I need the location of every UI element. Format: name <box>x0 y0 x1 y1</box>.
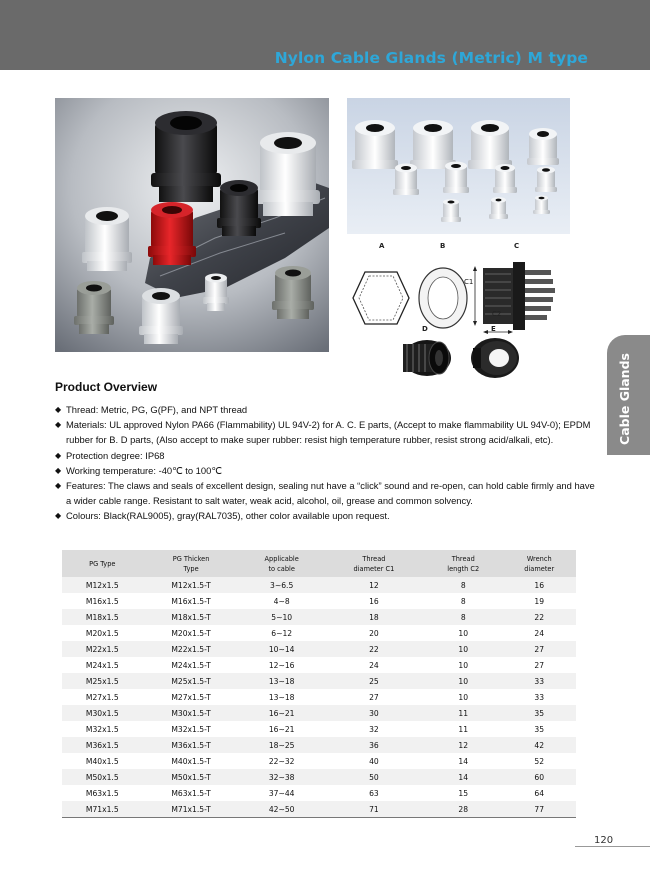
diamond-bullet-icon: ◆ <box>55 450 62 460</box>
diamond-bullet-icon: ◆ <box>55 465 62 475</box>
bullet-item: ◆ Features: The claws and seals of excellent design, sealing nut have a “click” sound and re-open, can hold cable firmly and have a wider cable range. Resistant to salt water, weak acid, alcohol, oil, grease and common solvency. <box>55 480 595 507</box>
table-cell: 14 <box>424 769 502 785</box>
table-cell: 5~10 <box>240 609 324 625</box>
table-cell: M36x1.5-T <box>143 737 240 753</box>
table-cell: M24x1.5 <box>62 657 143 673</box>
table-row <box>62 801 576 818</box>
col-header-thread-diameter: Thread diameter C1 <box>324 550 424 577</box>
table-cell: 16 <box>324 593 424 609</box>
table-cell: M20x1.5-T <box>143 625 240 641</box>
table-cell: 10 <box>424 689 502 705</box>
table-cell: M25x1.5-T <box>143 673 240 689</box>
table-row <box>62 769 576 785</box>
table-cell: 10 <box>424 673 502 689</box>
table-cell: M50x1.5-T <box>143 769 240 785</box>
table-cell: 28 <box>424 801 502 818</box>
table-cell: 42 <box>502 737 576 753</box>
table-cell: 14 <box>424 753 502 769</box>
table-cell: M25x1.5 <box>62 673 143 689</box>
table-cell: M50x1.5 <box>62 769 143 785</box>
table-cell: 77 <box>502 801 576 818</box>
dimension-label-c2: C2 <box>492 310 502 318</box>
table-cell: M22x1.5-T <box>143 641 240 657</box>
col-header-pg-type: PG Type <box>62 550 143 577</box>
table-cell: 8 <box>424 609 502 625</box>
table-row <box>62 593 576 609</box>
table-cell: M30x1.5 <box>62 705 143 721</box>
diagram-label-a: A <box>379 242 385 250</box>
table-cell: M36x1.5 <box>62 737 143 753</box>
table-cell: M22x1.5 <box>62 641 143 657</box>
table-cell: 52 <box>502 753 576 769</box>
table-cell: 32 <box>324 721 424 737</box>
table-cell: 63 <box>324 785 424 801</box>
table-row <box>62 689 576 705</box>
table-cell: 42~50 <box>240 801 324 818</box>
diagram-label-b: B <box>440 242 446 250</box>
table-cell: M32x1.5 <box>62 721 143 737</box>
diamond-bullet-icon: ◆ <box>55 405 62 414</box>
table-cell: M20x1.5 <box>62 625 143 641</box>
dimension-label-c1: C1 <box>464 278 474 286</box>
table-cell: M18x1.5 <box>62 609 143 625</box>
diagram-label-d: D <box>422 325 428 333</box>
col-header-pg-thicken-type: PG Thicken Type <box>143 550 240 577</box>
diagram-label-e: E <box>491 325 496 333</box>
col-header-wrench-diameter: Wrench diameter <box>502 550 576 577</box>
table-cell: 60 <box>502 769 576 785</box>
bullet-item: ◆ Protection degree: IP68 <box>55 448 595 463</box>
table-cell: 33 <box>502 689 576 705</box>
table-cell: 16~21 <box>240 705 324 721</box>
table-cell: 16 <box>502 577 576 593</box>
table-cell: 11 <box>424 705 502 721</box>
page-title: Nylon Cable Glands (Metric) M type <box>274 49 588 67</box>
page-number: 120 <box>594 835 614 846</box>
table-row <box>62 609 576 625</box>
footer-rule <box>575 846 650 847</box>
bullet-item: ◆ Materials: UL approved Nylon PA66 (Flammability) UL 94V-2) for A. C. E parts, (Accept to make flammability UL 94V-0); EPDM rubber for B. D parts, (Also accept to make super rubber: resist high temperature rubber, resist strong acid/alkali, etc). <box>55 419 591 446</box>
product-photo-assorted-glands <box>55 98 329 352</box>
table-row <box>62 657 576 673</box>
parts-diagram <box>347 240 570 380</box>
table-row <box>62 625 576 641</box>
table-cell: 37~44 <box>240 785 324 801</box>
table-cell: M30x1.5-T <box>143 705 240 721</box>
table-cell: 50 <box>324 769 424 785</box>
table-cell: 27 <box>502 641 576 657</box>
table-cell: 40 <box>324 753 424 769</box>
table-cell: M27x1.5 <box>62 689 143 705</box>
table-cell: 11 <box>424 721 502 737</box>
table-cell: 24 <box>502 625 576 641</box>
table-cell: 27 <box>324 689 424 705</box>
table-row <box>62 577 576 593</box>
table-row <box>62 753 576 769</box>
table-cell: 10 <box>424 625 502 641</box>
bullet-item: ◆ Working temperature: -40℃ to 100℃ <box>55 463 595 478</box>
table-cell: M16x1.5 <box>62 593 143 609</box>
table-header-row <box>62 550 576 577</box>
table-cell: 35 <box>502 705 576 721</box>
page-header <box>0 0 650 70</box>
table-cell: 16~21 <box>240 721 324 737</box>
table-row <box>62 673 576 689</box>
table-cell: M12x1.5-T <box>143 577 240 593</box>
table-cell: M16x1.5-T <box>143 593 240 609</box>
col-header-applicable-cable: Applicable to cable <box>240 550 324 577</box>
diagram-label-c: C <box>514 242 520 250</box>
side-tab-label: Cable Glands <box>617 353 632 445</box>
table-cell: 33 <box>502 673 576 689</box>
bullet-item: ◆ Colours: Black(RAL9005), gray(RAL7035), other color available upon request. <box>55 508 595 523</box>
table-row <box>62 785 576 801</box>
table-cell: 13~18 <box>240 673 324 689</box>
table-cell: M40x1.5-T <box>143 753 240 769</box>
spec-table-body <box>62 577 576 818</box>
table-cell: 10 <box>424 657 502 673</box>
table-cell: 15 <box>424 785 502 801</box>
table-cell: 64 <box>502 785 576 801</box>
table-cell: 32~38 <box>240 769 324 785</box>
table-cell: 30 <box>324 705 424 721</box>
table-row <box>62 737 576 753</box>
table-cell: M71x1.5-T <box>143 801 240 818</box>
table-cell: 19 <box>502 593 576 609</box>
diamond-bullet-icon: ◆ <box>55 420 62 430</box>
diamond-bullet-icon: ◆ <box>55 481 62 491</box>
table-cell: 35 <box>502 721 576 737</box>
bullet-item: ◆ Thread: Metric, PG, G(PF), and NPT thread <box>55 402 595 417</box>
table-cell: 3~6.5 <box>240 577 324 593</box>
side-tab <box>607 335 650 455</box>
table-cell: 12 <box>424 737 502 753</box>
table-cell: M63x1.5 <box>62 785 143 801</box>
product-photo-white-glands <box>347 98 570 234</box>
table-cell: 10~14 <box>240 641 324 657</box>
spec-table <box>62 550 576 818</box>
table-cell: M63x1.5-T <box>143 785 240 801</box>
table-cell: 6~12 <box>240 625 324 641</box>
table-row <box>62 641 576 657</box>
table-cell: 36 <box>324 737 424 753</box>
overview-bullets <box>55 402 595 524</box>
table-cell: 25 <box>324 673 424 689</box>
table-cell: M71x1.5 <box>62 801 143 818</box>
table-cell: M12x1.5 <box>62 577 143 593</box>
table-cell: 8 <box>424 593 502 609</box>
table-cell: 12 <box>324 577 424 593</box>
table-cell: 22 <box>324 641 424 657</box>
table-cell: 13~18 <box>240 689 324 705</box>
table-cell: 18 <box>324 609 424 625</box>
table-cell: 10 <box>424 641 502 657</box>
table-cell: 71 <box>324 801 424 818</box>
table-row <box>62 705 576 721</box>
table-row <box>62 721 576 737</box>
table-cell: M40x1.5 <box>62 753 143 769</box>
table-cell: M27x1.5-T <box>143 689 240 705</box>
table-cell: 20 <box>324 625 424 641</box>
col-header-thread-length: Thread length C2 <box>424 550 502 577</box>
table-cell: M32x1.5-T <box>143 721 240 737</box>
table-cell: 8 <box>424 577 502 593</box>
table-cell: 27 <box>502 657 576 673</box>
overview-heading: Product Overview <box>55 380 158 394</box>
table-cell: 22 <box>502 609 576 625</box>
diamond-bullet-icon: ◆ <box>55 511 62 521</box>
table-cell: M24x1.5-T <box>143 657 240 673</box>
table-cell: M18x1.5-T <box>143 609 240 625</box>
table-cell: 12~16 <box>240 657 324 673</box>
table-cell: 24 <box>324 657 424 673</box>
table-cell: 4~8 <box>240 593 324 609</box>
table-cell: 18~25 <box>240 737 324 753</box>
table-cell: 22~32 <box>240 753 324 769</box>
